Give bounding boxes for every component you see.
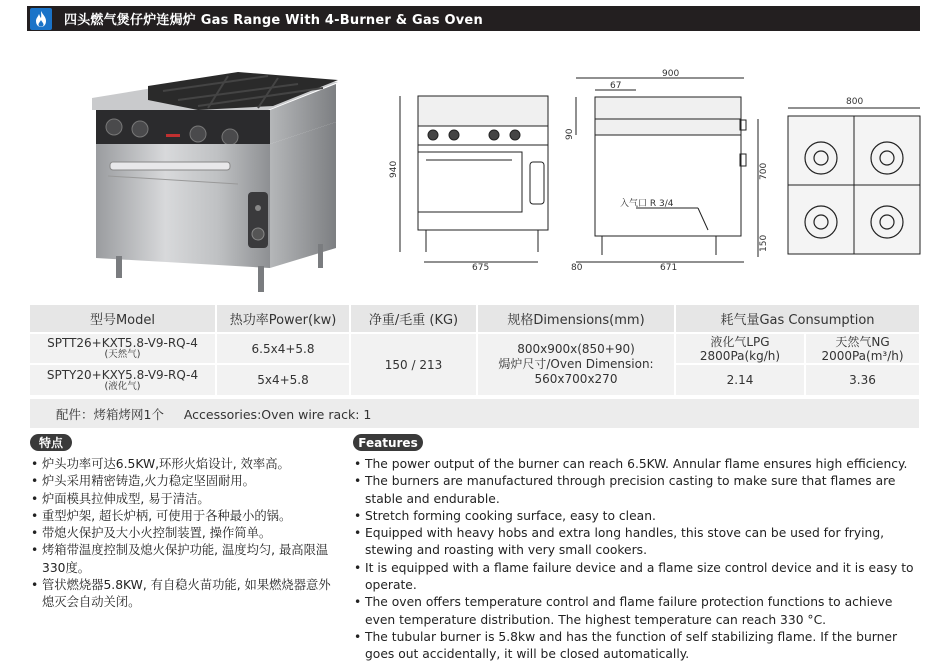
power-row2: 5x4+5.8 xyxy=(216,364,350,395)
list-item: • 炉头功率可达6.5KW,环形火焰设计, 效率高。 xyxy=(30,456,342,473)
features-cn-badge: 特点 xyxy=(30,434,72,451)
dim-side-body-height: 700 xyxy=(759,162,769,180)
weight-cell: 150 / 213 xyxy=(350,333,477,395)
list-item: • The oven offers temperature control and flame failure protection functions to achieve even temperature distribution. The highest temperature can reach 330 °C. xyxy=(353,594,918,629)
gas-inlet-label: 入气口 R 3/4 xyxy=(620,199,674,209)
dim-front-height: 940 xyxy=(389,160,399,178)
features-en-list xyxy=(353,456,918,664)
list-item: • It is equipped with a flame failure device and a flame size control device and it is easy to operate. xyxy=(353,560,918,595)
col-gas: 耗气量Gas Consumption xyxy=(675,305,919,333)
lpg-value: 2.14 xyxy=(675,364,805,395)
list-item: • The tubular burner is 5.8kw and has the function of self stabilizing flame. If the burner goes out accidentally, it will be closed automatically. xyxy=(353,629,918,664)
dim-side-bottom-left: 80 xyxy=(571,263,583,272)
list-item: • Stretch forming cooking surface, easy to clean. xyxy=(353,508,918,525)
dimensions-cell: 800x900x(850+90) 焗炉尺寸/Oven Dimension: 560x700x270 xyxy=(477,333,675,395)
col-weight: 净重/毛重 (KG) xyxy=(350,305,477,333)
features-en-badge: Features xyxy=(353,434,423,451)
list-item: • 炉面模具拉伸成型, 易于清洁。 xyxy=(30,491,342,508)
spec-table xyxy=(30,305,919,395)
page-title: 四头燃气煲仔炉连焗炉 Gas Range With 4-Burner & Gas Oven xyxy=(64,13,483,28)
ng-header: 天然气NG 2000Pa(m³/h) xyxy=(805,333,919,364)
dim-side-leg-height: 150 xyxy=(759,234,769,252)
dim-front-depth: 675 xyxy=(472,263,490,272)
list-item: • The power output of the burner can reach 6.5KW. Annular flame ensures high efficiency. xyxy=(353,456,918,473)
accessories-text: 配件：烤箱烤网1个 Accessories:Oven wire rack: 1 xyxy=(56,406,372,422)
dim-side-top-height: 90 xyxy=(565,128,575,140)
product-photo xyxy=(88,58,348,298)
dim-side-bottom-right: 671 xyxy=(660,263,678,272)
features-cn-list xyxy=(30,456,342,612)
page-header xyxy=(27,6,920,31)
list-item: • 炉头采用精密铸造,火力稳定坚固耐用。 xyxy=(30,473,342,490)
col-model: 型号Model xyxy=(30,305,216,333)
dim-side-width: 900 xyxy=(662,69,680,79)
model-row1: SPTT26+KXT5.8-V9-RQ-4 (天然气) xyxy=(30,333,216,364)
dim-side-offset: 67 xyxy=(610,81,622,91)
ng-value: 3.36 xyxy=(805,364,919,395)
lpg-header: 液化气LPG 2800Pa(kg/h) xyxy=(675,333,805,364)
technical-drawings xyxy=(388,62,928,272)
list-item: • 管状燃烧器5.8KW, 有自稳火苗功能, 如果燃烧器意外熄灭会自动关闭。 xyxy=(30,577,342,612)
list-item: • 带熄火保护及大小火控制装置, 操作简单。 xyxy=(30,525,342,542)
accessories-bar xyxy=(30,399,919,428)
list-item: • Equipped with heavy hobs and extra long handles, this stove can be used for frying, stewing and roasting with very small cookers. xyxy=(353,525,918,560)
col-power: 热功率Power(kw) xyxy=(216,305,350,333)
col-dimensions: 规格Dimensions(mm) xyxy=(477,305,675,333)
power-row1: 6.5x4+5.8 xyxy=(216,333,350,364)
list-item: • 重型炉架, 超长炉柄, 可使用于各种最小的锅。 xyxy=(30,508,342,525)
flame-icon xyxy=(30,8,52,30)
list-item: • 烤箱带温度控制及熄火保护功能, 温度均匀, 最高限温330度。 xyxy=(30,542,342,577)
dim-top-width: 800 xyxy=(846,97,864,107)
list-item: • The burners are manufactured through precision casting to make sure that flames are stable and endurable. xyxy=(353,473,918,508)
model-row2: SPTY20+KXY5.8-V9-RQ-4 (液化气) xyxy=(30,364,216,395)
